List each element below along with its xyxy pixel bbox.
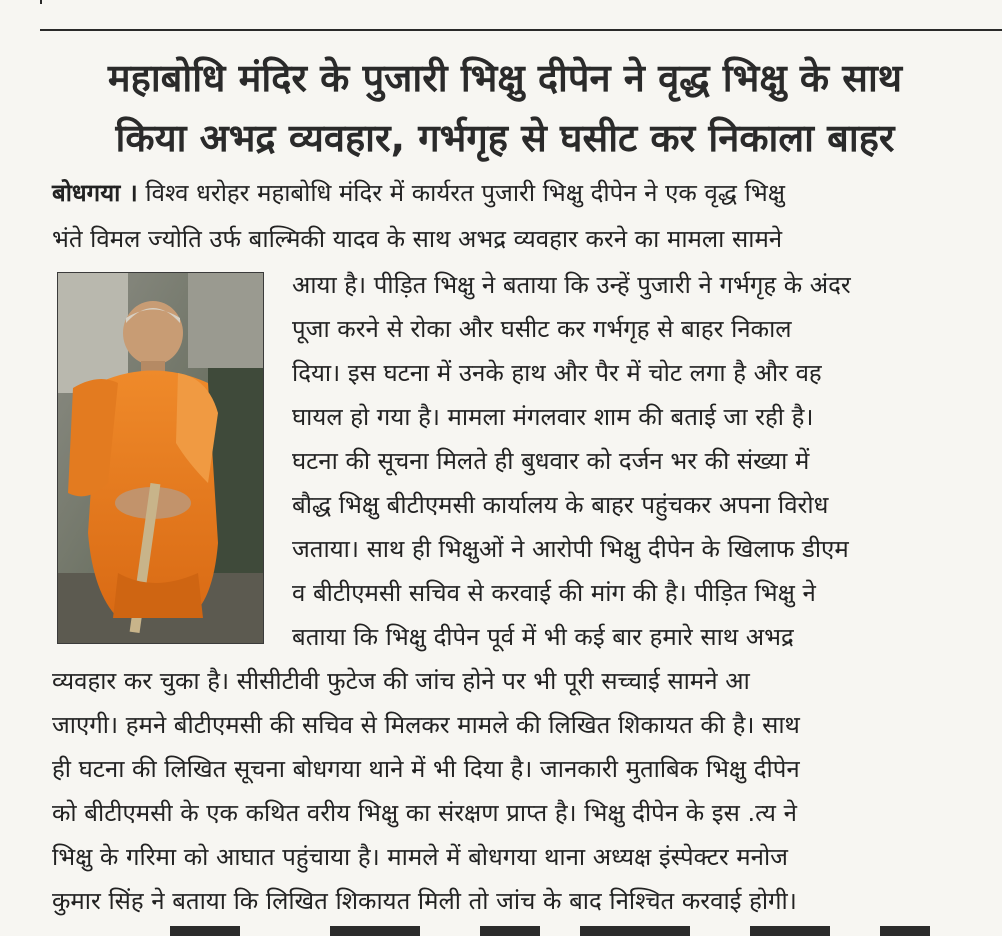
- article-line-6: घायल हो गया है। मामला मंगलवार शाम की बताई जा रही है।: [292, 403, 814, 431]
- article-line-5: दिया। इस घटना में उनके हाथ और पैर में चोट लगा है और वह: [292, 359, 822, 387]
- article-line-14: ही घटना की लिखित सूचना बोधगया थाने में भी दिया है। जानकारी मुताबिक भिक्षु दीपेन: [52, 755, 800, 783]
- article-line-15: को बीटीएमसी के एक कथित वरीय भिक्षु का संरक्षण प्राप्त है। भिक्षु दीपेन के इस .त्य ने: [52, 799, 797, 827]
- headline-line-2: किया अभद्र व्यवहार, गर्भगृह से घसीट कर निकाला बाहर: [115, 116, 895, 160]
- article-line-10: व बीटीएमसी सचिव से करवाई की मांग की है। पीड़ित भिक्षु ने: [292, 579, 816, 607]
- column-divider: [0, 0, 42, 4]
- article-line-11: बताया कि भिक्षु दीपेन पूर्व में भी कई बार हमारे साथ अभद्र: [292, 623, 794, 651]
- headline-line-1: महाबोधि मंदिर के पुजारी भिक्षु दीपेन ने वृद्ध भिक्षु के साथ: [107, 56, 903, 100]
- monk-photo: [57, 272, 264, 644]
- article-line-4: पूजा करने से रोका और घसीट कर गर्भगृह से बाहर निकाल: [292, 315, 792, 343]
- article-line-1: [52, 173, 785, 213]
- article-line-13: जाएगी। हमने बीटीएमसी की सचिव से मिलकर मामले की लिखित शिकायत की है। साथ: [52, 711, 800, 739]
- article-line-1-text: विश्व धरोहर महाबोधि मंदिर में कार्यरत पुजारी भिक्षु दीपेन ने एक वृद्ध भिक्षु: [137, 179, 785, 207]
- headline: [30, 48, 980, 168]
- article-line-17: कुमार सिंह ने बताया कि लिखित शिकायत मिली तो जांच के बाद निश्चित करवाई होगी।: [52, 887, 797, 915]
- article-line-12: व्यवहार कर चुका है। सीसीटीवी फुटेज की जांच होने पर भी पूरी सच्चाई सामने आ: [52, 667, 750, 695]
- article-line-16: भिक्षु के गरिमा को आघात पहुंचाया है। मामले में बोधगया थाना अध्यक्ष इंस्पेक्टर मनोज: [52, 843, 788, 871]
- article-line-7: घटना की सूचना मिलते ही बुधवार को दर्जन भर की संख्या में: [292, 447, 810, 475]
- cropped-next-headline: [60, 920, 960, 936]
- article-line-9: जताया। साथ ही भिक्षुओं ने आरोपी भिक्षु दीपेन के खिलाफ डीएम: [292, 535, 849, 563]
- dateline: बोधगया ।: [52, 179, 138, 207]
- article-line-3: आया है। पीड़ित भिक्षु ने बताया कि उन्हें पुजारी ने गर्भगृह के अंदर: [292, 271, 851, 299]
- monk-photo-illustration: [58, 273, 263, 643]
- article-line-2: भंते विमल ज्योति उर्फ बाल्मिकी यादव के साथ अभद्र व्यवहार करने का मामला सामने: [52, 225, 783, 253]
- article-line-8: बौद्ध भिक्षु बीटीएमसी कार्यालय के बाहर पहुंचकर अपना विरोध: [292, 491, 829, 519]
- top-rule: [40, 29, 1002, 31]
